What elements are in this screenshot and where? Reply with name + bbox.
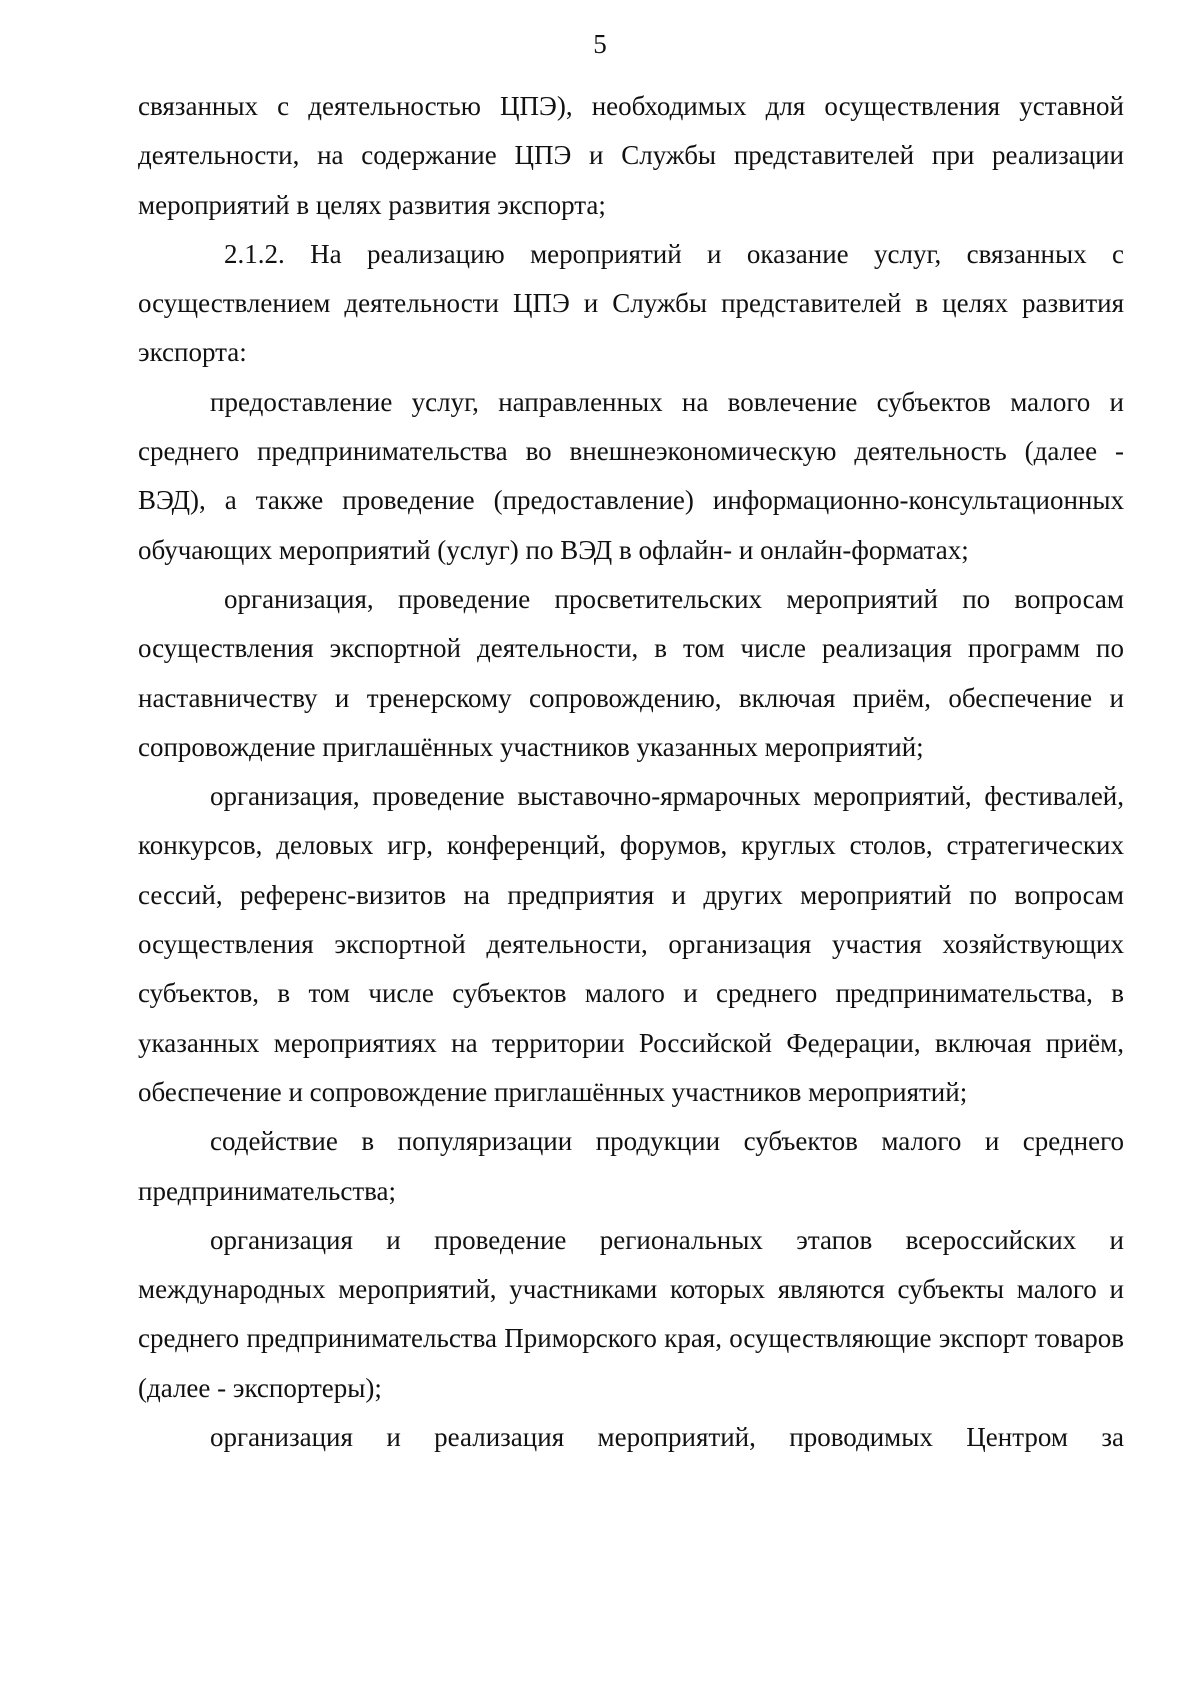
page-number: 5 [593, 29, 607, 59]
paragraph-continuation: связанных с деятельностью ЦПЭ), необходимых для осуществления уставной деятельности, на содержание ЦПЭ и Службы представителей при реализации мероприятий в целях развития экспорта; [138, 91, 1124, 220]
document-body [138, 82, 1124, 1462]
paragraph-center-events: организация и реализация мероприятий, проводимых Центром за [210, 1422, 1124, 1453]
paragraph-exhibitions: организация, проведение выставочно-ярмарочных мероприятий, фестивалей, конкурсов, деловых игр, конференций, форумов, круглых столов, стратегических сессий, референс-визитов на предприятия и других мероприятий по вопросам осуществления экспортной деятельности, организация участия хозяйствующих субъектов, в том числе субъектов малого и среднего предпринимательства, в указанных мероприятиях на территории Российской Федерации, включая приём, обеспечение и сопровождение приглашённых участников мероприятий; [138, 781, 1124, 1107]
paragraph-product-promotion: содействие в популяризации продукции субъектов малого и среднего предпринимательства; [138, 1126, 1124, 1206]
paragraph-educational-events: организация, проведение просветительских мероприятий по вопросам осуществления экспортной деятельности, в том числе реализация программ по наставничеству и тренерскому сопровождению, включая приём, обеспечение и сопровождение приглашённых участников указанных мероприятий; [138, 583, 1124, 762]
paragraph-clause-2-1-2: 2.1.2. На реализацию мероприятий и оказание услуг, связанных с осуществлением деятельности ЦПЭ и Службы представителей в целях развития экспорта: [138, 238, 1124, 368]
paragraph-regional-stages: организация и проведение региональных этапов всероссийских и международных мероприятий, участниками которых являются субъекты малого и среднего предпринимательства Приморского края, осуществляющие экспорт товаров (далее - экспортеры); [138, 1224, 1124, 1403]
paragraph-ved-services: предоставление услуг, направленных на вовлечение субъектов малого и среднего предпринимательства во внешнеэкономическую деятельность (далее - ВЭД), а также проведение (предоставление) информационно-консультационных обучающих мероприятий (услуг) по ВЭД в офлайн- и онлайн-форматах; [138, 386, 1124, 565]
